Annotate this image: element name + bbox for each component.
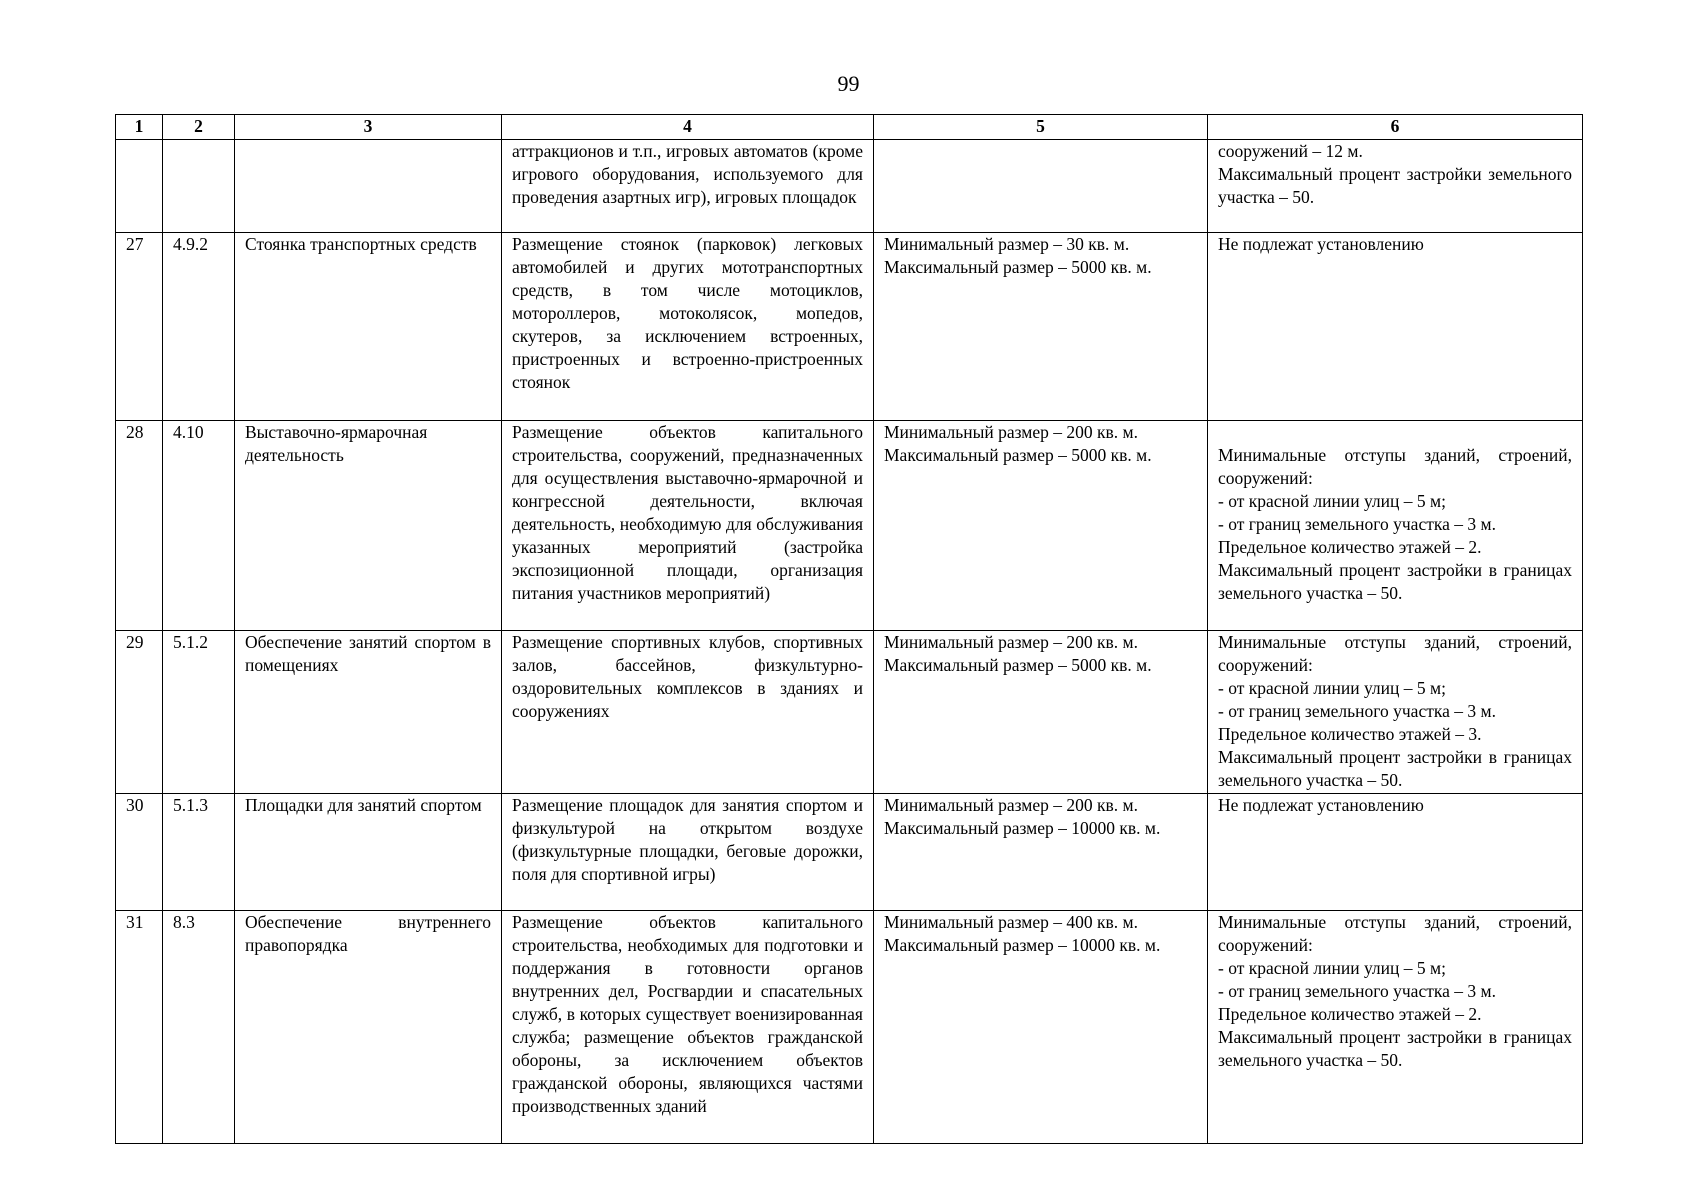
size-line: Минимальный размер – 200 кв. м. [884, 422, 1138, 442]
row-name: Обеспечение внутреннего правопорядка [235, 911, 502, 1144]
row-size [874, 140, 1208, 233]
param-line: - от красной линии улиц – 5 м; [1218, 958, 1446, 978]
size-line: Минимальный размер – 30 кв. м. [884, 234, 1130, 254]
row-size [874, 911, 1208, 1144]
table-row [116, 911, 1583, 1144]
param-line: - от границ земельного участка – 3 м. [1218, 514, 1496, 534]
page-number: 99 [837, 71, 860, 96]
row-code: 4.9.2 [163, 233, 235, 421]
param-line: Предельное количество этажей – 2. [1218, 1004, 1482, 1024]
param-line: Предельное количество этажей – 2. [1218, 537, 1482, 557]
column-header: 4 [502, 115, 874, 140]
size-line: Максимальный размер – 10000 кв. м. [884, 935, 1161, 955]
table-row [116, 794, 1583, 911]
param-line: Максимальный процент застройки в границах земельного участка – 50. [1218, 1027, 1572, 1070]
row-name [235, 140, 502, 233]
size-line: Максимальный размер – 5000 кв. м. [884, 655, 1152, 675]
param-line: Максимальный процент застройки в границах земельного участка – 50. [1218, 560, 1572, 603]
row-description: Размещение объектов капитального строительства, сооружений, предназначенных для осуществления выставочно-ярмарочной и конгрессной деятельности, включая деятельность, необходимую для обслуживания указанных мероприятий (застройка экспозиционной площади, организация питания участников мероприятий) [502, 421, 874, 631]
table-header [116, 115, 1583, 140]
column-header: 2 [163, 115, 235, 140]
row-name: Обеспечение занятий спортом в помещениях [235, 631, 502, 794]
row-number: 28 [116, 421, 163, 631]
row-params [1208, 140, 1583, 233]
table-row [116, 631, 1583, 794]
row-code [163, 140, 235, 233]
row-size [874, 631, 1208, 794]
row-number [116, 140, 163, 233]
param-line: Не подлежат установлению [1218, 795, 1424, 815]
row-description: аттракционов и т.п., игровых автоматов (кроме игрового оборудования, используемого для проведения азартных игр), игровых площадок [502, 140, 874, 233]
row-number: 27 [116, 233, 163, 421]
table-row [116, 140, 1583, 233]
row-description: Размещение площадок для занятия спортом и физкультурой на открытом воздухе (физкультурные площадки, беговые дорожки, поля для спортивной игры) [502, 794, 874, 911]
param-line: - от границ земельного участка – 3 м. [1218, 701, 1496, 721]
row-name: Стоянка транспортных средств [235, 233, 502, 421]
param-line: Не подлежат установлению [1218, 234, 1424, 254]
row-size [874, 233, 1208, 421]
row-code: 4.10 [163, 421, 235, 631]
row-name: Выставочно-ярмарочная деятельность [235, 421, 502, 631]
column-header: 6 [1208, 115, 1583, 140]
row-params [1208, 794, 1583, 911]
param-line: Предельное количество этажей – 3. [1218, 724, 1482, 744]
param-line: - от границ земельного участка – 3 м. [1218, 981, 1496, 1001]
size-line: Максимальный размер – 5000 кв. м. [884, 257, 1152, 277]
param-line: Максимальный процент застройки земельного участка – 50. [1218, 164, 1572, 207]
row-size [874, 794, 1208, 911]
row-code: 5.1.3 [163, 794, 235, 911]
table-row [116, 233, 1583, 421]
param-line: - от красной линии улиц – 5 м; [1218, 678, 1446, 698]
row-code: 5.1.2 [163, 631, 235, 794]
row-number: 31 [116, 911, 163, 1144]
size-line: Минимальный размер – 400 кв. м. [884, 912, 1138, 932]
size-line: Минимальный размер – 200 кв. м. [884, 632, 1138, 652]
size-line: Минимальный размер – 200 кв. м. [884, 795, 1138, 815]
row-description: Размещение стоянок (парковок) легковых автомобилей и других мототранспортных средств, в том числе мотоциклов, мотороллеров, мотоколясок, мопедов, скутеров, за исключением встроенных, пристроенных и встроенно-пристроенных стоянок [502, 233, 874, 421]
size-line: Максимальный размер – 10000 кв. м. [884, 818, 1161, 838]
param-line: Минимальные отступы зданий, строений, сооружений: [1218, 632, 1572, 675]
row-name: Площадки для занятий спортом [235, 794, 502, 911]
param-line: Минимальные отступы зданий, строений, сооружений: [1218, 445, 1572, 488]
param-line: - от красной линии улиц – 5 м; [1218, 491, 1446, 511]
param-line: Минимальные отступы зданий, строений, сооружений: [1218, 912, 1572, 955]
row-description: Размещение объектов капитального строительства, необходимых для подготовки и поддержания в готовности органов внутренних дел, Росгвардии и спасательных служб, в которых существует военизированная служба; размещение объектов гражданской обороны, за исключением объектов гражданской обороны, являющихся частями производственных зданий [502, 911, 874, 1144]
table-header-row [116, 115, 1583, 140]
row-size [874, 421, 1208, 631]
row-number: 30 [116, 794, 163, 911]
row-code: 8.3 [163, 911, 235, 1144]
table-row [116, 421, 1583, 631]
row-params [1208, 421, 1583, 631]
row-description: Размещение спортивных клубов, спортивных залов, бассейнов, физкультурно-оздоровительных комплексов в зданиях и сооружениях [502, 631, 874, 794]
param-line: Максимальный процент застройки в границах земельного участка – 50. [1218, 747, 1572, 790]
row-params [1208, 631, 1583, 794]
row-number: 29 [116, 631, 163, 794]
row-params [1208, 911, 1583, 1144]
column-header: 1 [116, 115, 163, 140]
column-header: 5 [874, 115, 1208, 140]
column-header: 3 [235, 115, 502, 140]
param-line [1218, 421, 1572, 444]
param-line: сооружений – 12 м. [1218, 141, 1363, 161]
regulations-table [115, 114, 1583, 1144]
row-params [1208, 233, 1583, 421]
size-line: Максимальный размер – 5000 кв. м. [884, 445, 1152, 465]
